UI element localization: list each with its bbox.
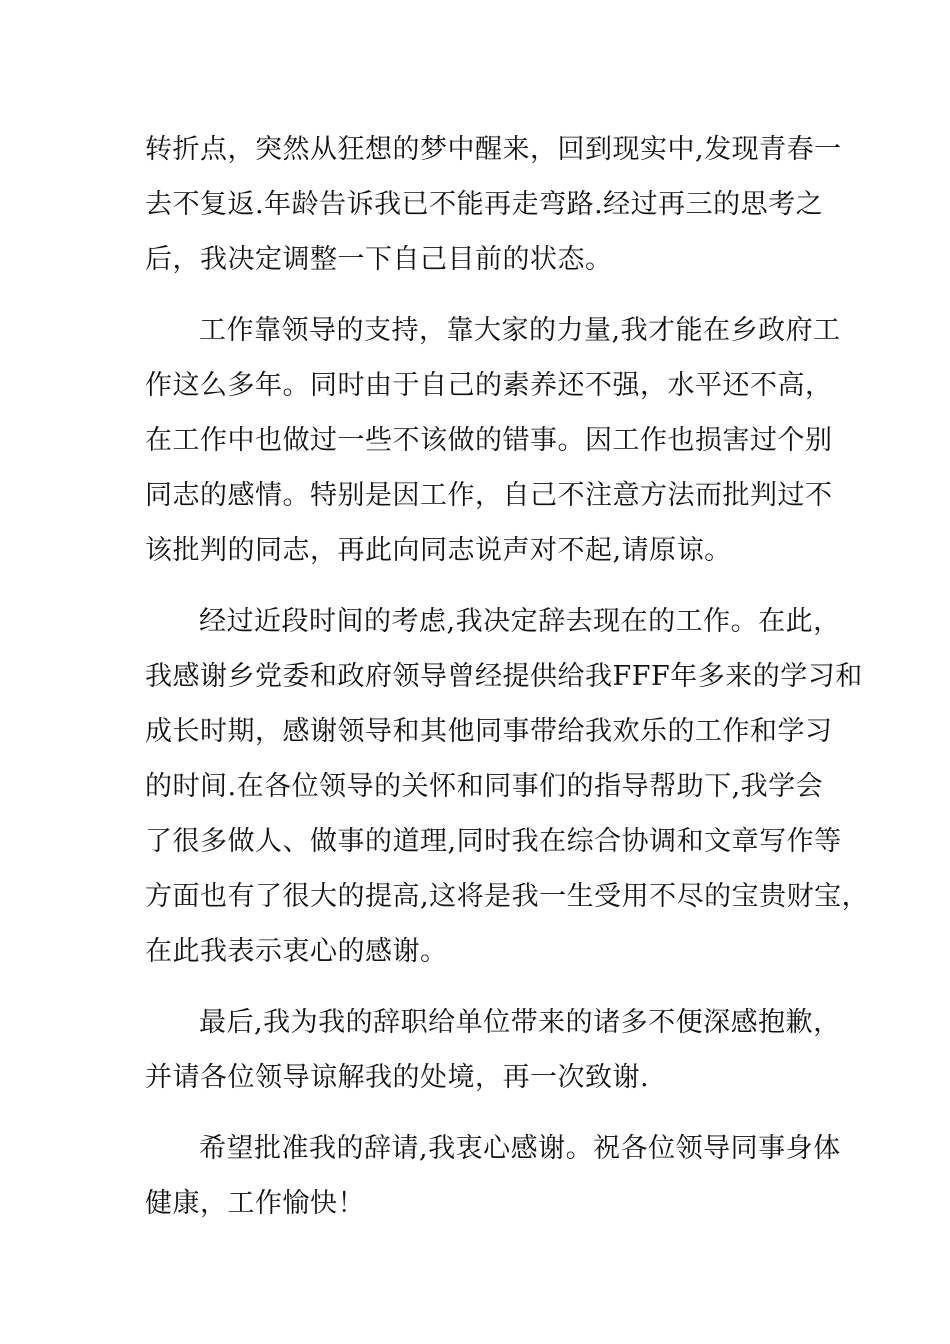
paragraph-line: 了很多做人、做事的道理,同时我在综合协调和文章写作等 (145, 826, 842, 857)
paragraph-4 (145, 995, 841, 1105)
paragraph-line: 经过近段时间的考虑,我决定辞去现在的工作。在此， (199, 606, 841, 637)
document-body (145, 122, 870, 1231)
paragraph-line: 的时间.在各位领导的关怀和同事们的指导帮助下,我学会 (145, 771, 824, 802)
paragraph-line: 工作靠领导的支持，靠大家的力量,我才能在乡政府工 (199, 315, 841, 346)
paragraph-gap (145, 979, 825, 995)
paragraph-3 (145, 594, 870, 979)
paragraph-line: 健康，工作愉快！ (145, 1188, 365, 1219)
paragraph-line: 希望批准我的辞请,我衷心感谢。祝各位领导同事身体 (199, 1133, 841, 1164)
paragraph-1 (145, 122, 842, 287)
paragraph-line: 并请各位领导谅解我的处境，再一次致谢. (145, 1062, 650, 1093)
paragraph-line: 作这么多年。同时由于自己的素养还不强，水平还不高， (145, 370, 833, 401)
paragraph-gap (145, 578, 825, 594)
paragraph-line: 成长时期，感谢领导和其他同事带给我欢乐的工作和学习 (145, 716, 833, 747)
paragraph-line: 去不复返.年龄告诉我已不能再走弯路.经过再三的思考之 (145, 189, 824, 220)
paragraph-line: 我感谢乡党委和政府领导曾经提供给我FFF年多来的学习和 (145, 661, 863, 692)
paragraph-line: 后，我决定调整一下自己目前的状态。 (145, 244, 613, 275)
paragraph-line: 最后,我为我的辞职给单位带来的诸多不便深感抱歉， (199, 1007, 841, 1038)
paragraph-line: 该批判的同志，再此向同志说声对不起,请原谅。 (145, 535, 732, 566)
paragraph-line: 同志的感情。特别是因工作，自己不注意方法而批判过不 (145, 480, 833, 511)
paragraph-gap (145, 287, 825, 303)
paragraph-line: 方面也有了很大的提高,这将是我一生受用不尽的宝贵财宝， (145, 881, 870, 912)
paragraph-2 (145, 303, 841, 578)
paragraph-gap (145, 1105, 825, 1121)
paragraph-line: 在工作中也做过一些不该做的错事。因工作也损害过个别 (145, 425, 833, 456)
paragraph-5 (145, 1121, 841, 1231)
paragraph-line: 在此我表示衷心的感谢。 (145, 936, 448, 967)
paragraph-line: 转折点，突然从狂想的梦中醒来，回到现实中,发现青春一 (145, 134, 842, 165)
